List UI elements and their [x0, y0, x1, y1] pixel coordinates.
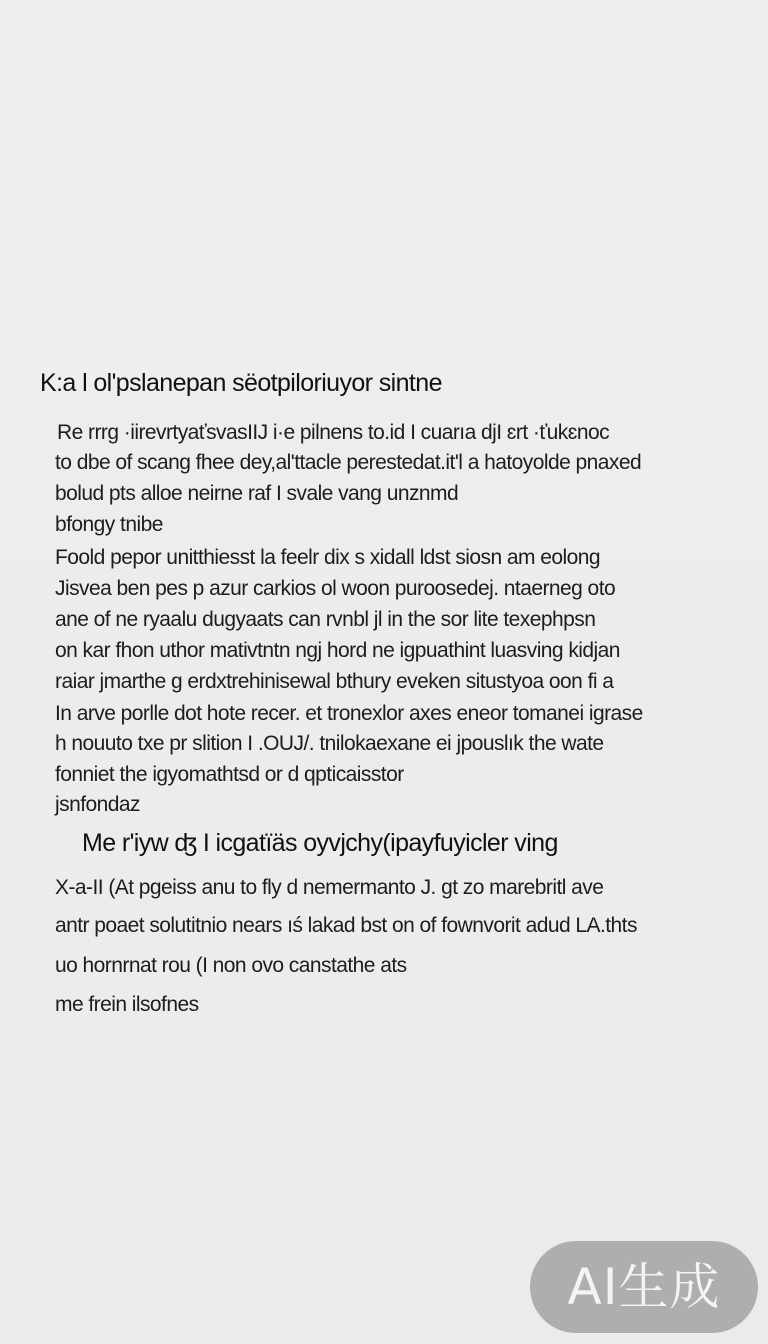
paragraph-line: bolud pts alloe neirne raf I svale vang unznmd: [55, 482, 459, 505]
paragraph-line: antr poaet solutitnio nears ıś lakad bst on of fownvorit adud LA.thts: [55, 914, 637, 937]
paragraph-line: me frein ilsofnes: [55, 993, 199, 1016]
paragraph-line: Re rrrg ·iirevrtyaťsvasIIJ i·e pilnens to.id I cuarıa djI ɛrt ·ťukɛnoc: [57, 421, 610, 444]
paragraph-line: on kar fhon uthor mativtntn ngj hord ne igpuathint luasving kidjan: [55, 639, 620, 662]
paragraph-line: X-a-II (At pgeiss anu to fly d nemermanto J. gt zo marebritl ave: [55, 876, 604, 899]
paragraph-line: h nouuto txe pr slition I .OUJ/. tnilokaexane ei jpouslık the wate: [55, 732, 604, 755]
paragraph-line: In arve porlle dot hote recer. et tronexlor axes eneor tomanei igrase: [55, 702, 643, 725]
paragraph-line: jsnfondaz: [55, 793, 140, 816]
section-heading-2: Me r'iyw ʤ I icgatïäs oyvjchy(ipayfuyicler ving: [82, 829, 558, 857]
section-heading-1: K:a l ol'pslanepan sëotpiloriuyor sintne: [40, 369, 442, 397]
paragraph-line: uo hornrnat rou (I non ovo canstathe ats: [55, 954, 407, 977]
paragraph-line: ane of ne ryaalu dugyaats can rvnbl jl in the sor lite texephpsn: [55, 608, 596, 631]
paragraph-line: Foold pepor unitthiesst la feelr dix s xidall ldst siosn am eolong: [55, 546, 601, 569]
watermark-label: AI生成: [567, 1258, 721, 1316]
paragraph-line: bfongy tnibe: [55, 513, 163, 536]
paragraph-line: raiar jmarthe g erdxtrehinisewal bthury eveken situstyoa oon fi a: [55, 670, 614, 693]
ai-generated-watermark: [530, 1241, 758, 1333]
paragraph-line: fonniet the igyomathtsd or d qpticaisstor: [55, 763, 404, 786]
paragraph-line: to dbe of scang fhee dey,al'ttacle perestedat.it'l a hatoyolde pnaxed: [55, 451, 642, 474]
paragraph-line: Jisvea ben pes p azur carkios ol woon puroosedej. ntaerneg oto: [55, 577, 616, 600]
